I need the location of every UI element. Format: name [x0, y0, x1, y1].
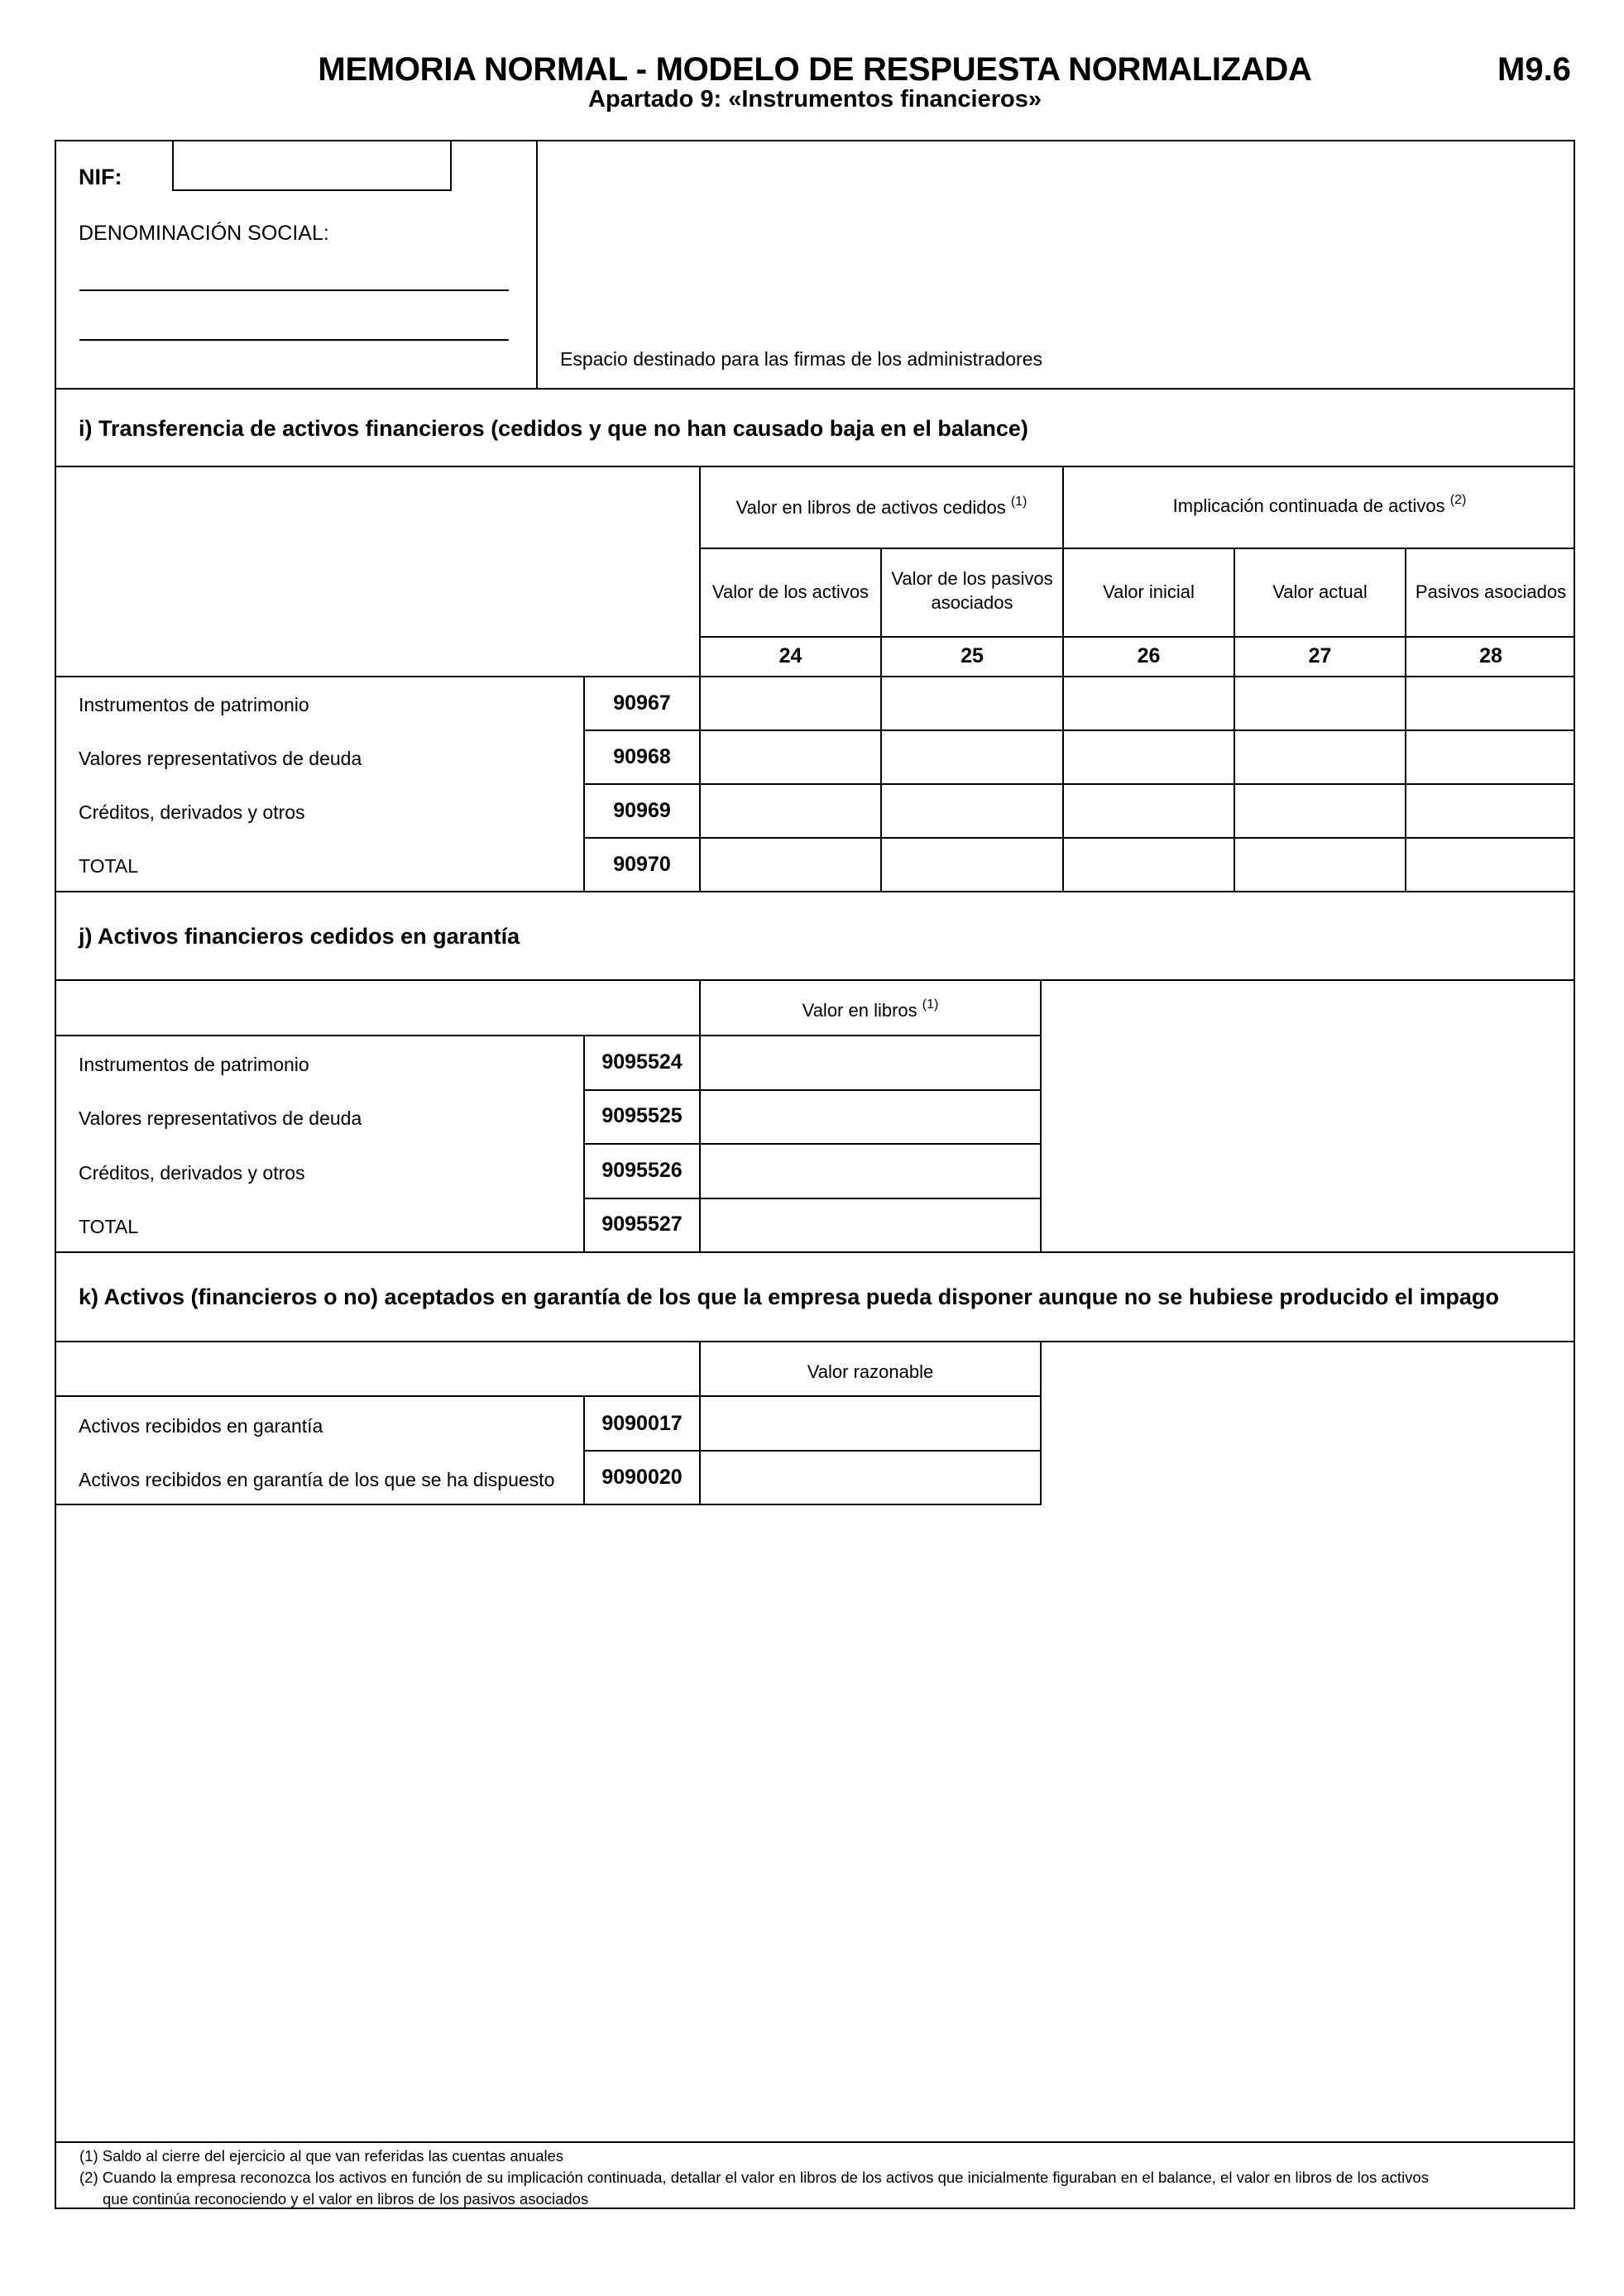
- footnote-2-continuation: que continúa reconociendo y el valor en libros de los pasivos asociados: [103, 2190, 589, 2208]
- input-90970-24[interactable]: [701, 839, 880, 891]
- col-number-25: 25: [961, 644, 984, 667]
- nif-field[interactable]: [172, 140, 452, 191]
- footnote-ref-1: (1): [922, 997, 939, 1012]
- section-j-title: j) Activos financieros cedidos en garantía: [79, 924, 520, 949]
- input-90969-24[interactable]: [701, 785, 880, 837]
- col-header-valor-en-libros: Valor en libros $^{(1)}$: [802, 997, 939, 1021]
- input-90969-28[interactable]: [1406, 785, 1575, 837]
- row-code-9095524: 9095524: [601, 1050, 683, 1074]
- row-code-9090020: 9090020: [601, 1466, 683, 1489]
- row-label-creditos-derivados: Créditos, derivados y otros: [79, 801, 305, 823]
- input-90968-26[interactable]: [1064, 731, 1234, 783]
- input-90969-27[interactable]: [1235, 785, 1405, 837]
- input-9095524[interactable]: [701, 1036, 1040, 1089]
- row-code-9090017: 9090017: [601, 1412, 683, 1435]
- col-header-valor-razonable: Valor razonable: [807, 1361, 934, 1382]
- input-90970-28[interactable]: [1406, 839, 1575, 891]
- row-label-valores-deuda: Valores representativos de deuda: [79, 748, 362, 769]
- form-subtitle: Apartado 9: «Instrumentos financieros»: [588, 86, 1042, 112]
- input-90968-24[interactable]: [701, 731, 880, 783]
- footnote-1: (1) Saldo al cierre del ejercicio al que van referidas las cuentas anuales: [79, 2147, 564, 2164]
- input-90969-26[interactable]: [1064, 785, 1234, 837]
- row-label-activos-dispuesto: Activos recibidos en garantía de los que se ha dispuesto: [79, 1469, 555, 1490]
- input-90970-26[interactable]: [1064, 839, 1234, 891]
- row-label-activos-recibidos-garantia: Activos recibidos en garantía: [79, 1415, 323, 1437]
- input-90967-26[interactable]: [1064, 677, 1234, 729]
- row-code-9095527: 9095527: [601, 1213, 683, 1236]
- input-9095527[interactable]: [701, 1199, 1040, 1251]
- col-number-26: 26: [1137, 644, 1161, 667]
- row-label-total: TOTAL: [79, 1216, 138, 1237]
- signatures-area[interactable]: [538, 141, 1574, 340]
- row-code-90967: 90967: [613, 691, 671, 715]
- row-code-9095525: 9095525: [601, 1104, 683, 1127]
- row-code-90968: 90968: [613, 745, 671, 768]
- signatures-label: Espacio destinado para las firmas de los administradores: [560, 348, 1042, 370]
- row-code-9095526: 9095526: [601, 1159, 683, 1182]
- input-90969-25[interactable]: [882, 785, 1062, 837]
- denominacion-line-1[interactable]: [79, 261, 509, 291]
- row-label-creditos-derivados: Créditos, derivados y otros: [79, 1162, 305, 1184]
- denominacion-label: DENOMINACIÓN SOCIAL:: [79, 222, 329, 245]
- col-header-valor-inicial: Valor inicial: [1103, 581, 1195, 602]
- group-header-valor-libros: Valor en libros de activos cedidos $^{(1)}$: [735, 495, 1028, 518]
- footnote-ref-2: (2): [1449, 493, 1467, 507]
- input-90968-27[interactable]: [1235, 731, 1405, 783]
- input-9090017[interactable]: [701, 1397, 1040, 1450]
- nif-label: NIF:: [79, 165, 122, 189]
- col-header-valor-actual: Valor actual: [1272, 581, 1368, 602]
- col-header-pasivos-asociados: Pasivos asociados: [1415, 581, 1567, 602]
- section-i-title: i) Transferencia de activos financieros (cedidos y que no han causado baja en el balance): [79, 416, 1028, 441]
- input-90967-27[interactable]: [1235, 677, 1405, 729]
- footnote-ref-1: (1): [1010, 495, 1028, 509]
- group-header-implicacion: Implicación continuada de activos $^{(2)}$: [1172, 493, 1467, 516]
- row-label-valores-deuda: Valores representativos de deuda: [79, 1107, 362, 1129]
- denominacion-line-2[interactable]: [79, 311, 509, 341]
- col-number-27: 27: [1308, 644, 1332, 667]
- row-label-instrumentos-patrimonio: Instrumentos de patrimonio: [79, 1054, 309, 1075]
- input-90970-27[interactable]: [1235, 839, 1405, 891]
- row-code-90970: 90970: [613, 853, 671, 876]
- input-90968-25[interactable]: [882, 731, 1062, 783]
- input-9095526[interactable]: [701, 1145, 1040, 1198]
- input-9095525[interactable]: [701, 1091, 1040, 1143]
- input-90968-28[interactable]: [1406, 731, 1575, 783]
- input-90967-24[interactable]: [701, 677, 880, 729]
- input-9090020[interactable]: [701, 1452, 1040, 1504]
- col-header-valor-activos: Valor de los activos: [711, 581, 869, 602]
- col-number-28: 28: [1479, 644, 1502, 667]
- row-code-90969: 90969: [613, 799, 671, 822]
- form-title: MEMORIA NORMAL - MODELO DE RESPUESTA NORMALIZADA: [318, 51, 1312, 88]
- input-90967-28[interactable]: [1406, 677, 1575, 729]
- form-code: M9.6: [1497, 51, 1571, 88]
- input-90967-25[interactable]: [882, 677, 1062, 729]
- row-label-instrumentos-patrimonio: Instrumentos de patrimonio: [79, 694, 309, 715]
- footnote-2: (2) Cuando la empresa reconozca los activos en función de su implicación continuada, detallar el valor en libros de los activos que inicialmente figuraban en el balance, el valor en libros de los activos: [79, 2169, 1429, 2186]
- col-header-valor-pasivos: Valor de los pasivos asociados: [891, 568, 1053, 613]
- input-90970-25[interactable]: [882, 839, 1062, 891]
- section-k-title: k) Activos (financieros o no) aceptados en garantía de los que la empresa pueda disponer aunque no se hubiese producido el impago: [79, 1284, 1499, 1309]
- col-number-24: 24: [778, 644, 802, 667]
- row-label-total: TOTAL: [79, 855, 138, 877]
